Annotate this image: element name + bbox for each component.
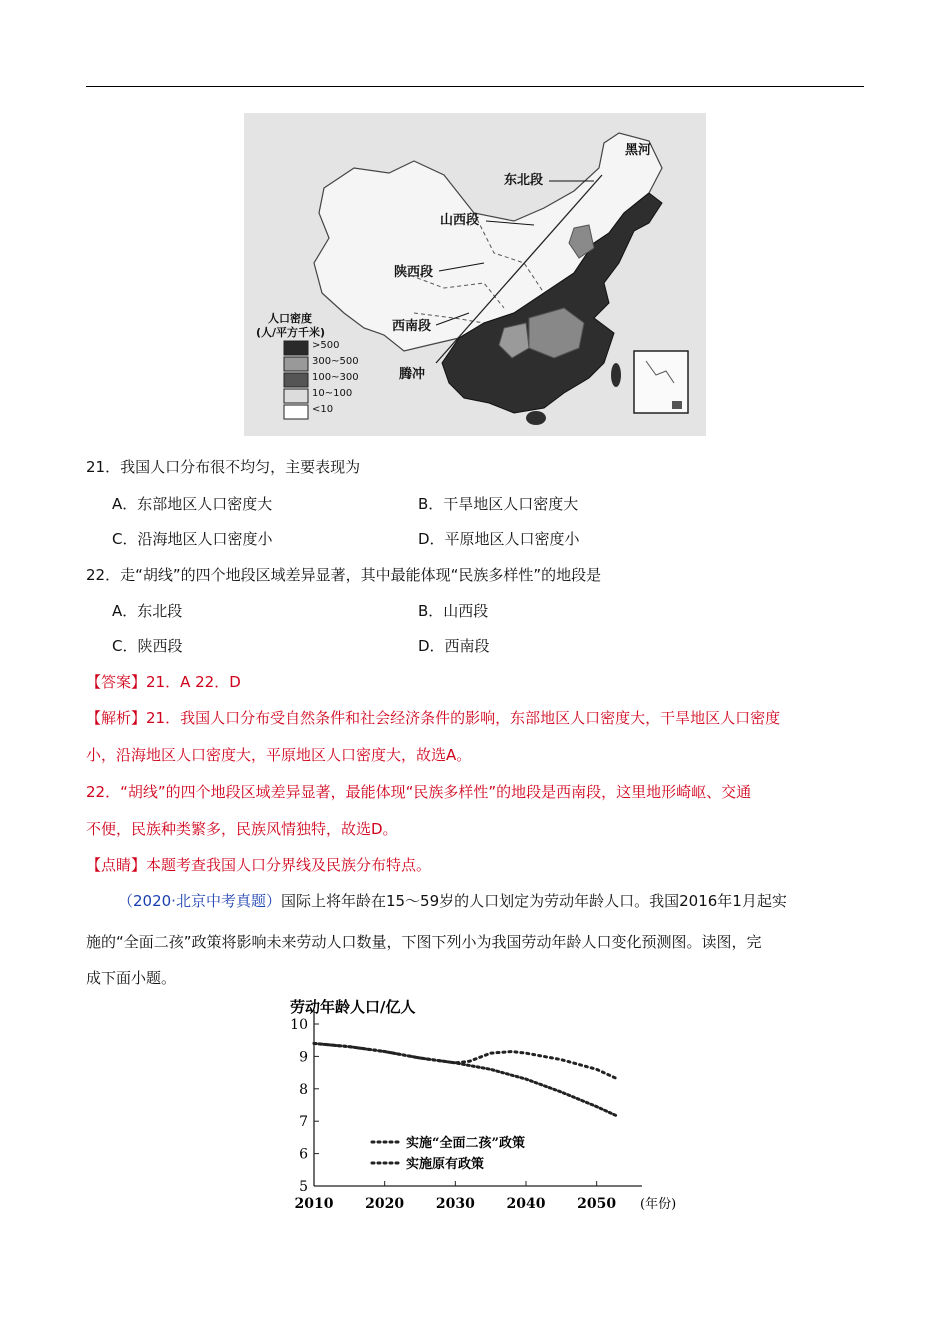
- label-xinan: 西南段: [392, 319, 432, 334]
- legend-title: 人口密度: [268, 312, 312, 325]
- y-tick-label: 10: [290, 1017, 308, 1033]
- q21-option-b: B．干旱地区人口密度大: [418, 495, 579, 513]
- intro-line1: [118, 891, 787, 911]
- label-dongbei: 东北段: [504, 173, 544, 188]
- legend-item: 100~300: [312, 372, 359, 383]
- answer-line: 【答案】21．A 22．D: [86, 673, 241, 691]
- y-tick-label: 9: [299, 1049, 308, 1066]
- y-tick-label: 5: [299, 1179, 308, 1195]
- q21-option-c: C．沿海地区人口密度小: [112, 530, 273, 548]
- x-axis-label: (年份): [640, 1197, 677, 1212]
- q22-option-a: A．东北段: [112, 602, 183, 620]
- analysis-22-line2: 不便，民族种类繁多，民族风情独特，故选D。: [86, 820, 398, 838]
- legend-item: <10: [312, 404, 334, 415]
- legend-item: 300~500: [312, 356, 359, 367]
- analysis-22-line1: 22．“胡线”的四个地段区域差异显著，最能体现“民族多样性”的地段是西南段，这里地形崎岖、交通: [86, 783, 752, 801]
- label-heihe: 黑河: [625, 143, 652, 158]
- y-tick-label: 7: [299, 1114, 308, 1131]
- population-density-map: [244, 113, 706, 436]
- analysis-21-line1: 【解析】21．我国人口分布受自然条件和社会经济条件的影响，东部地区人口密度大，干旱地区人口密度: [86, 709, 781, 727]
- source-tag: （2020·北京中考真题）: [118, 892, 281, 910]
- comment-line: 【点睛】本题考查我国人口分界线及民族分布特点。: [86, 856, 432, 874]
- question-21-stem: 21．我国人口分布很不均匀，主要表现为: [86, 458, 361, 476]
- legend-item: >500: [312, 340, 340, 351]
- q21-option-a: A．东部地区人口密度大: [112, 495, 273, 513]
- q21-option-d: D．平原地区人口密度小: [418, 530, 580, 548]
- label-tengchong: 腾冲: [399, 367, 426, 382]
- label-shanxi: 山西段: [440, 213, 480, 228]
- header-rule: [86, 86, 864, 87]
- question-22-stem: 22．走“胡线”的四个地段区域差异显著，其中最能体现“民族多样性”的地段是: [86, 566, 602, 584]
- x-tick-label: 2010: [294, 1196, 334, 1212]
- legend-item: 10~100: [312, 388, 353, 399]
- legend-unit: (人/平方千米): [256, 326, 326, 339]
- x-tick-label: 2030: [435, 1196, 475, 1212]
- series-line-1: [314, 1043, 618, 1116]
- label-shaanxi: 陕西段: [394, 265, 434, 280]
- chart-svg: [282, 994, 682, 1224]
- q22-option-d: D．西南段: [418, 637, 490, 655]
- y-tick-label: 6: [299, 1146, 308, 1163]
- x-tick-label: 2050: [577, 1196, 617, 1212]
- legend-label: 实施“全面二孩”政策: [406, 1136, 525, 1151]
- analysis-21-line2: 小，沿海地区人口密度大，平原地区人口密度大，故选A。: [86, 746, 472, 764]
- q22-option-b: B．山西段: [418, 602, 489, 620]
- labor-population-chart: [282, 994, 682, 1224]
- x-tick-label: 2040: [506, 1196, 546, 1212]
- x-tick-label: 2020: [365, 1196, 405, 1212]
- y-tick-label: 8: [299, 1081, 308, 1098]
- legend-label: 实施原有政策: [406, 1157, 485, 1172]
- q22-option-c: C．陕西段: [112, 637, 183, 655]
- intro-line2: 施的“全面二孩”政策将影响未来劳动人口数量，下图下列小为我国劳动年龄人口变化预测图。读图，完: [86, 933, 762, 951]
- intro-line3: 成下面小题。: [86, 969, 177, 987]
- intro-text1: 国际上将年龄在15～59岁的人口划定为劳动年龄人口。我国2016年1月起实: [280, 892, 787, 910]
- y-axis-label: 劳动年龄人口/亿人: [290, 998, 416, 1016]
